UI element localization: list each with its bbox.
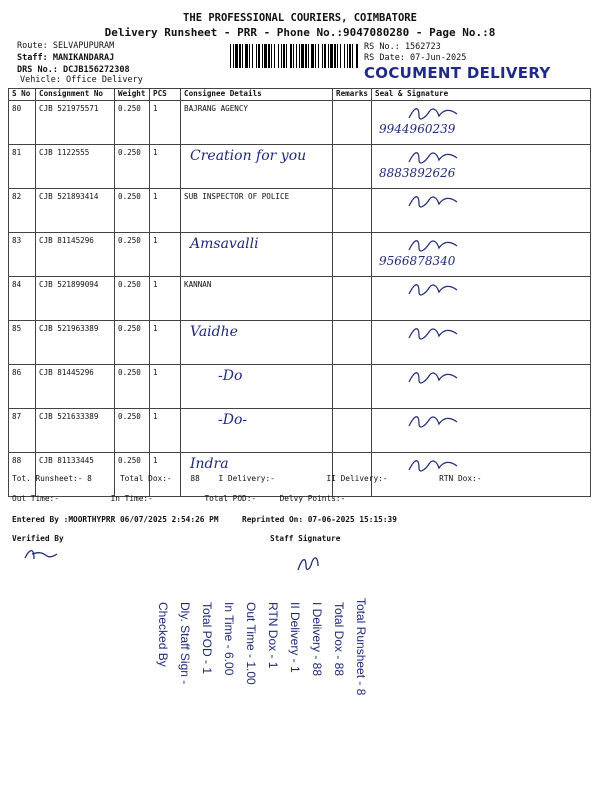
cell-sno: 86 <box>9 365 36 409</box>
cell-remarks <box>333 101 372 145</box>
cell-pcs: 1 <box>150 233 181 277</box>
col-weight: Weight <box>115 89 150 101</box>
cell-seal-signature <box>372 365 591 409</box>
handwritten-phone: 9566878340 <box>379 254 456 268</box>
handwritten-note: Total Runsheet - 8 <box>354 598 368 696</box>
verified-by-label: Verified By <box>12 534 64 543</box>
handwritten-consignee: -Do <box>218 368 243 384</box>
cell-remarks <box>333 409 372 453</box>
col-remarks: Remarks <box>333 89 372 101</box>
handwritten-note: Dly. Staff Sign - <box>178 602 192 685</box>
cell-weight: 0.250 <box>115 365 150 409</box>
cell-pcs: 1 <box>150 101 181 145</box>
cell-weight: 0.250 <box>115 453 150 497</box>
cell-consignment: CJB 521899094 <box>36 277 115 321</box>
table-header-row <box>9 89 591 101</box>
cell-pcs: 1 <box>150 277 181 321</box>
consignee-name: BAJRANG AGENCY <box>184 104 249 113</box>
cell-consignee <box>181 145 333 189</box>
cell-pcs: 1 <box>150 145 181 189</box>
cell-seal-signature <box>372 189 591 233</box>
handwritten-consignee: Creation for you <box>190 148 307 164</box>
rs-date-label: RS Date: 07-Jun-2025 <box>364 53 467 63</box>
handwritten-note: Out Time - 1.00 <box>244 602 258 685</box>
handwritten-note: Total POD - 1 <box>200 602 214 675</box>
col-consignee: Consignee Details <box>181 89 333 101</box>
table-row <box>9 365 591 409</box>
cell-remarks <box>333 233 372 277</box>
cell-seal-signature <box>372 277 591 321</box>
cell-consignee <box>181 101 333 145</box>
runsheet-subtitle: Delivery Runsheet - PRR - Phone No.:9047080280 - Page No.:8 <box>104 26 496 39</box>
signature-scribble <box>405 368 465 386</box>
cell-weight: 0.250 <box>115 321 150 365</box>
signature-scribble <box>405 104 465 122</box>
company-title: THE PROFESSIONAL COURIERS, COIMBATORE <box>183 12 417 24</box>
cell-remarks <box>333 365 372 409</box>
cell-consignment: CJB 521633389 <box>36 409 115 453</box>
staff-label: Staff: MANIKANDARAJ <box>17 53 115 63</box>
rs-no-label: RS No.: 1562723 <box>364 42 441 52</box>
table-row <box>9 321 591 365</box>
cell-consignment: CJB 1122555 <box>36 145 115 189</box>
vehicle-label: Vehicle: Office Delivery <box>20 75 143 85</box>
staff-signature <box>294 552 324 574</box>
drs-label: DRS No.: DCJB156272308 <box>17 65 130 75</box>
footer-entered: Entered By :MOORTHYPRR 06/07/2025 2:54:26 PM Reprinted On: 07-06-2025 15:15:39 <box>12 515 397 524</box>
handwritten-consignee: Indra <box>190 456 229 472</box>
cell-pcs: 1 <box>150 453 181 497</box>
handwritten-note: Total Dox - 88 <box>332 602 346 677</box>
col-consignment: Consignment No <box>36 89 115 101</box>
handwritten-consignee: Vaidhe <box>190 324 238 340</box>
table-row <box>9 233 591 277</box>
cell-seal-signature <box>372 101 591 145</box>
staff-signature-label: Staff Signature <box>270 534 341 543</box>
barcode-image <box>230 44 360 68</box>
document-delivery-stamp: COCUMENT DELIVERY <box>364 64 551 82</box>
cell-seal-signature <box>372 409 591 453</box>
signature-scribble <box>405 236 465 254</box>
cell-consignment: CJB 81133445 <box>36 453 115 497</box>
signature-scribble <box>405 324 465 342</box>
cell-consignee <box>181 189 333 233</box>
cell-pcs: 1 <box>150 365 181 409</box>
cell-sno: 84 <box>9 277 36 321</box>
cell-sno: 87 <box>9 409 36 453</box>
signature-scribble <box>405 456 465 474</box>
cell-remarks <box>333 145 372 189</box>
table-row <box>9 145 591 189</box>
cell-sno: 80 <box>9 101 36 145</box>
handwritten-note: In Time - 6.00 <box>222 602 236 676</box>
handwritten-note: II Delivery - 1 <box>288 602 302 673</box>
cell-consignment: CJB 81445296 <box>36 365 115 409</box>
table-row <box>9 101 591 145</box>
cell-pcs: 1 <box>150 189 181 233</box>
cell-weight: 0.250 <box>115 101 150 145</box>
footer-times: Out Time:- In Time:- Total POD:- Delvy Points:- <box>12 494 346 503</box>
cell-consignee <box>181 321 333 365</box>
handwritten-phone: 8883892626 <box>379 166 456 180</box>
cell-seal-signature <box>372 145 591 189</box>
col-sno: S No <box>9 89 36 101</box>
footer-totals: Tot. Runsheet:- 8 Total Dox:- 88 I Delivery:- II Delivery:- RTN Dox:- <box>12 474 482 483</box>
handwritten-consignee: -Do- <box>218 412 248 428</box>
cell-remarks <box>333 189 372 233</box>
runsheet-table <box>8 88 591 497</box>
signature-scribble <box>405 192 465 210</box>
cell-consignment: CJB 521893414 <box>36 189 115 233</box>
cell-weight: 0.250 <box>115 409 150 453</box>
signature-scribble <box>405 280 465 298</box>
cell-sno: 82 <box>9 189 36 233</box>
cell-pcs: 1 <box>150 409 181 453</box>
cell-remarks <box>333 277 372 321</box>
cell-consignment: CJB 81145296 <box>36 233 115 277</box>
cell-sno: 83 <box>9 233 36 277</box>
cell-consignee <box>181 277 333 321</box>
cell-weight: 0.250 <box>115 189 150 233</box>
col-pcs: PCS <box>150 89 181 101</box>
table-row <box>9 189 591 233</box>
cell-weight: 0.250 <box>115 277 150 321</box>
handwritten-note: Checked By <box>156 602 170 667</box>
cell-sno: 88 <box>9 453 36 497</box>
table-row <box>9 277 591 321</box>
handwritten-phone: 9944960239 <box>379 122 456 136</box>
cell-remarks <box>333 321 372 365</box>
cell-sno: 85 <box>9 321 36 365</box>
handwritten-consignee: Amsavalli <box>190 236 259 252</box>
route-label: Route: SELVAPUPURAM <box>17 41 115 51</box>
verified-signature <box>22 544 62 564</box>
cell-consignment: CJB 521975571 <box>36 101 115 145</box>
cell-consignee <box>181 409 333 453</box>
col-seal: Seal & Signature <box>372 89 591 101</box>
cell-sno: 81 <box>9 145 36 189</box>
handwritten-note: RTN Dox - 1 <box>266 602 280 669</box>
cell-consignee <box>181 365 333 409</box>
cell-pcs: 1 <box>150 321 181 365</box>
consignee-name: KANNAN <box>184 280 212 289</box>
signature-scribble <box>405 412 465 430</box>
cell-consignee <box>181 233 333 277</box>
table-row <box>9 409 591 453</box>
consignee-name: SUB INSPECTOR OF POLICE <box>184 192 290 201</box>
cell-weight: 0.250 <box>115 145 150 189</box>
cell-weight: 0.250 <box>115 233 150 277</box>
handwritten-note: I Delivery - 88 <box>310 602 324 677</box>
cell-seal-signature <box>372 233 591 277</box>
cell-seal-signature <box>372 321 591 365</box>
cell-consignment: CJB 521963389 <box>36 321 115 365</box>
signature-scribble <box>405 148 465 166</box>
